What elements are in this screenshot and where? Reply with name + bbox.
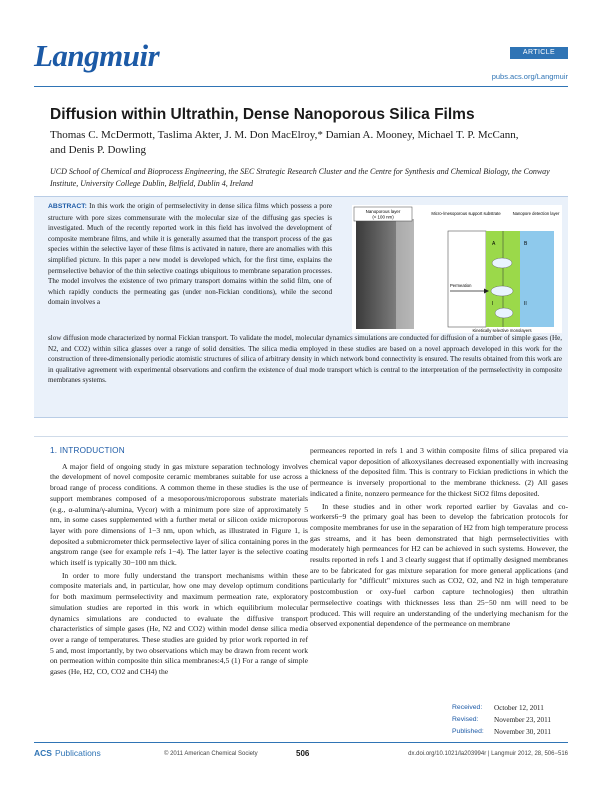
article-type-badge: ARTICLE xyxy=(510,47,568,59)
sem-image-surface xyxy=(396,219,414,329)
permeation-label: Permeation xyxy=(450,283,472,288)
right-column xyxy=(310,446,568,632)
body-paragraph: A major field of ongoing study in gas mixture separation technology involves the development of novel composite ceramic membranes suitable for use across a broad range of process conditions. A common theme in these studies is the use of support membranes composed of a mesoporous/microporous substrate materials (e.g., α-alumina/γ-alumina, Vycor) with a minimum pore size of approximately 5 nm, in some cases supplemented with a further metal or silicon oxide microporous layer with pore dimensions of 1−3 nm, upon which, as illustrated in Figure 1, is deposited a submicrometer thick permselective layer of silica containing pores in the angstrom range (see for example refs 1−4). The latter layer is the selective coating which itself is typically 30−100 nm thick. xyxy=(50,461,308,568)
date-value: November 23, 2011 xyxy=(494,716,552,724)
abstract-text-full: slow diffusion mode characterized by normal Fickian transport. To validate the model, molecular dynamics simulations are conducted for diffusion of a number of simple gases (He, N2, and CO2) within silica glasses over a range of solid densities. The silica media employed in these studies are based on a novel approach developed in this work for the construction of three-dimensionally periodic atomistic structures of silica of arbitrary density in which network bond connectivity is ensured. The results obtained from this work are in qualitative agreement with experimental observations and confirm the existence of dual mode transport which is central to the interpretation of the permselectivity in composite membranes systems. xyxy=(48,334,562,385)
author-line: and Denis P. Dowling xyxy=(50,144,146,156)
date-row-received xyxy=(452,702,572,714)
publications-text: Publications xyxy=(54,748,101,758)
article-title: Diffusion within Ultrathin, Dense Nanoporous Silica Films xyxy=(50,106,475,123)
region-one-label: I xyxy=(492,301,494,307)
region-two-label: II xyxy=(524,301,527,307)
body-paragraph: permeances reported in refs 1 and 3 within composite films of silica prepared via chemical vapor deposition of alkoxysilanes decreased exponentially with increasing thickness of the deposited film. This is contrary to Fickian predictions in which the permeance is inversely proportional to the membrane thickness. (2) All gases indicated a finite, nonzero permeance for the thickest SiO2 films deposited. xyxy=(310,446,568,498)
date-row-revised xyxy=(452,714,572,726)
support-substrate xyxy=(448,231,486,327)
acs-logo-text: ACS xyxy=(34,748,52,758)
author-list xyxy=(50,128,570,158)
nanoporous-layer-label: Nanoporous layer xyxy=(365,209,401,214)
date-value: October 12, 2011 xyxy=(494,704,544,712)
detection-layer-label: Nanopore detection layer xyxy=(512,211,560,216)
author-line: Thomas C. McDermott, Taslima Akter, J. M. Don MacElroy,* Damian A. Mooney, Michael T. P. McCann, xyxy=(50,129,519,141)
copyright-notice: © 2011 American Chemical Society xyxy=(164,751,258,757)
abstract-body: In this work the origin of permselectivity in dense silica films which possess a pore structure with pore sizes commensurate with the molecular size of the diffusing gas species is investigated. Much of the recently reported work in this field has involved the development of composite membrane films, and while it is generally assumed that the transport process of the gas species within the selective layer of these films is activated in nature, there are anomalies with this simplified picture. In this paper a new model is developed which, for the first time, explains the permselective behavior of the thin selective coatings ubiquitous to membrane separation processes. The model involves the existence of two primary transport domains within the solid film, one of which rapidly conducts the permeating gas (under non-Fickian conditions), while the second domain involves a xyxy=(48,202,332,307)
page-footer xyxy=(34,748,568,762)
toc-graphic-svg xyxy=(352,205,562,333)
publication-dates xyxy=(452,702,572,738)
support-label: Micro-/mesoporous support substrate xyxy=(431,211,501,216)
date-value: November 30, 2011 xyxy=(494,728,552,736)
pore-cluster xyxy=(495,308,513,318)
affiliation: UCD School of Chemical and Bioprocess Engineering, the SEC Strategic Research Cluster and the Centre for Synthesis and Chemical Biology, the Conway Institute, University College Dublin, Belfield, Dublin 4, Ireland xyxy=(50,167,550,188)
domain-a-label: A xyxy=(492,241,496,247)
doi-link[interactable]: dx.doi.org/10.1021/la203994r | Langmuir 2012, 28, 506−516 xyxy=(408,751,568,757)
page-number: 506 xyxy=(296,749,310,758)
body-paragraph: In these studies and in other work reported earlier by Gavalas and co-workers6−9 the primary goal has been to develop the fabrication protocols for composite membranes for use in the separation of H2 from high temperature process gas streams, and it has been demonstrated that high permselectivities with moderately high permeances for H2 can be achieved in such systems. However, the results reported in refs 1 and 3 clearly suggest that if optimally designed membranes are to be fabricated for gas mixture separation for more general applications (and particularly for "difficult" mixtures such as CO2, O2, and N2 in high temperature postcombustion or oxy-fuel carbon capture technologies) then ultrathin permselective coatings with thicknesses less than 25−50 nm will need to be produced. This will require an understanding of the underlying mechanism for the observed exponential dependence of the permeance on membrane xyxy=(310,501,568,629)
pore-cluster xyxy=(491,286,513,296)
header-divider xyxy=(34,86,568,87)
abstract-text-narrow xyxy=(48,201,332,308)
section-heading: 1. INTRODUCTION xyxy=(50,446,125,455)
date-label: Received: xyxy=(452,704,483,711)
footer-divider xyxy=(34,742,568,743)
journal-logo: Langmuir xyxy=(34,38,160,73)
toc-graphic xyxy=(352,205,562,333)
journal-url-link[interactable]: pubs.acs.org/Langmuir xyxy=(491,72,568,81)
acs-publications-logo xyxy=(34,748,101,758)
domain-b-label: B xyxy=(524,241,528,247)
pore-cluster xyxy=(492,258,512,268)
kinetic-label: Kinetically selective monolayers xyxy=(472,328,532,333)
body-paragraph: In order to more fully understand the transport mechanisms within these composite materials and, in particular, how one may develop optimum conditions for both maximum permselectivity and maximum permeation rate, exploratory simulation studies are reported in this work in which equilibrium molecular dynamics simulations are conducted to evaluate the diffusive transport characteristics of simple gases (He, N2 and CO2) within model dense silica media over a range of temperatures. These studies are guided by prior work reported in ref 5 and, most importantly, by two observations which may be drawn from recent work on permeation within composite thin silica membranes:4,5 (1) For a range of simple gases (He, H2, CO, CO2 and CH4) the xyxy=(50,570,308,677)
left-column xyxy=(50,446,308,680)
date-label: Published: xyxy=(452,728,484,735)
thickness-label: (< 100 nm) xyxy=(372,214,394,220)
date-row-published xyxy=(452,726,572,738)
abstract-box xyxy=(34,196,568,418)
date-label: Revised: xyxy=(452,716,479,723)
column-divider xyxy=(34,436,568,437)
abstract-heading: ABSTRACT: xyxy=(48,203,87,210)
